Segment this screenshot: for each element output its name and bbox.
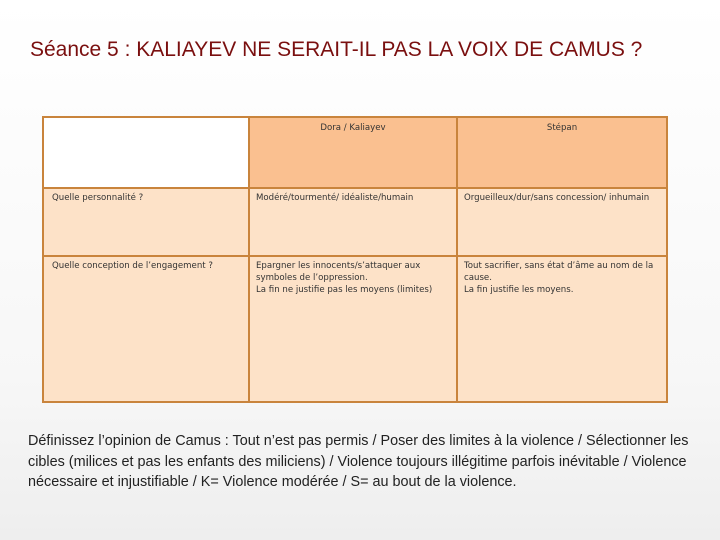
- row-label-personnalite: Quelle personnalité ?: [43, 188, 249, 256]
- header-dora-kaliayev: Dora / Kaliayev: [249, 117, 457, 188]
- header-stepan: Stépan: [457, 117, 667, 188]
- table-row: [43, 256, 667, 402]
- camus-opinion-paragraph: Définissez l’opinion de Camus : Tout n’est pas permis / Poser des limites à la violence / Sélectionner les cibles (milices et pas les enfants des miliciens) / Violence toujours illégitime parfois inévitable / Violence nécessaire et injustifiable / K= Violence modérée / S= au bout de la violence.: [28, 433, 689, 490]
- table-header-row: [43, 117, 667, 188]
- header-corner-cell: [43, 117, 249, 188]
- table-row: [43, 188, 667, 256]
- cell-dora-personnalite: Modéré/tourmenté/ idéaliste/humain: [249, 188, 457, 256]
- cell-stepan-personnalite: Orgueilleux/dur/sans concession/ inhumain: [457, 188, 667, 256]
- comparison-table: [42, 116, 668, 403]
- row-label-engagement: Quelle conception de l’engagement ?: [43, 256, 249, 402]
- slide-title: Séance 5 : KALIAYEV NE SERAIT-IL PAS LA VOIX DE CAMUS ?: [30, 38, 643, 61]
- cell-dora-engagement: Epargner les innocents/s’attaquer aux symboles de l’oppression. La fin ne justifie pas les moyens (limites): [249, 256, 457, 402]
- cell-stepan-engagement: Tout sacrifier, sans état d’âme au nom de la cause. La fin justifie les moyens.: [457, 256, 667, 402]
